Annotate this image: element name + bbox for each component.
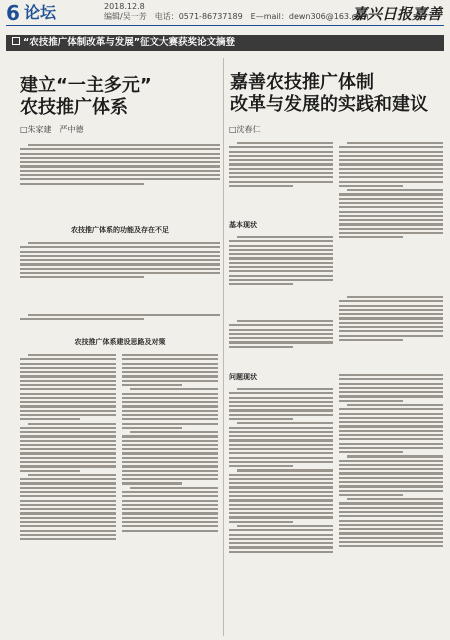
right-body-intro-col1 [229,140,333,214]
left-subhead-1: 农技推广体系的功能及存在不足 [71,226,169,234]
left-subhead-2: 农技推广体系建设思路及对策 [74,338,166,346]
topic-banner [6,35,444,51]
right-title-line2: 改革与发展的实践和建议 [230,94,428,115]
editor: 编辑/吴一芳 [104,12,147,21]
issue-number: 6 [6,1,20,25]
left-body-col1 [20,352,116,632]
left-body-section1 [20,240,220,310]
left-body-col2 [122,352,218,632]
left-title-line1: 建立“一主多元” [20,75,152,96]
left-article-title [20,75,152,119]
page-header [0,0,450,26]
left-byline: □朱家建 严中德 [20,125,84,134]
issue-date: 2018.12.8 [104,2,145,11]
header-meta [104,2,369,22]
right-body-section1b [229,318,333,366]
right-title-line1: 嘉善农技推广体制 [230,72,374,93]
left-body-intro [20,142,220,222]
right-subhead-1: 基本现状 [229,221,257,229]
square-icon [12,37,20,45]
right-body-section2-col2 [339,372,443,634]
email: E—mail：dewn306@163.com [250,12,369,21]
right-body-col2-top [339,140,443,290]
section-name: 论坛 [24,3,57,22]
right-body-section2-col1 [229,386,333,634]
right-subhead-2: 问题现状 [229,373,257,381]
left-body-section1b [20,312,220,328]
right-byline: □沈春仁 [229,125,261,134]
left-title-line2: 农技推广体系 [20,97,128,118]
right-body-section1 [229,234,333,314]
right-body-col2-mid [339,294,443,364]
right-article-title [230,72,428,116]
column-separator [223,58,224,636]
header-rule [6,25,444,26]
newspaper-title: 嘉兴日报嘉善 [351,5,442,23]
banner-text: “农技推广体制改革与发展”征文大赛获奖论文摘登 [23,37,235,48]
phone: 电话：0571-86737189 [154,12,243,21]
